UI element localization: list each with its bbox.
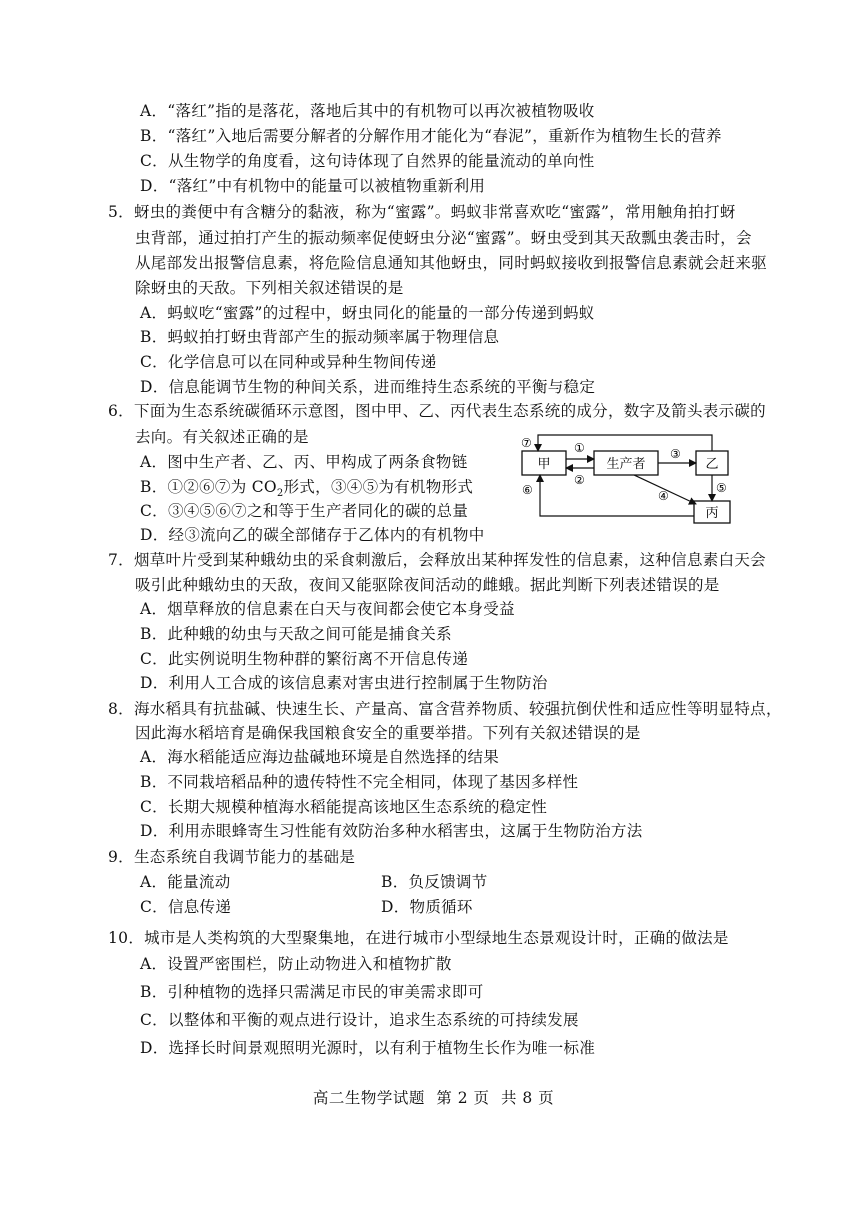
- q9-option-c: C．信息传递: [140, 898, 232, 916]
- q6-option-b-sub: 2: [276, 488, 284, 500]
- footer-total-pages: 共 8 页: [500, 1089, 555, 1107]
- q5-stem-line-1: 5．蚜虫的粪便中有含糖分的黏液，称为“蜜露”。蚂蚁非常喜欢吃“蜜露”，常用触角拍打蚜: [108, 203, 736, 221]
- q8-option-b: B．不同栽培稻品种的遗传特性不完全相同，体现了基因多样性: [140, 773, 579, 791]
- q5-stem-line-2: 虫背部，通过拍打产生的振动频率促使蚜虫分泌“蜜露”。蚜虫受到其天敌瓢虫袭击时，会: [135, 229, 752, 247]
- q6-option-b-post: 形式，③④⑤为有机物形式: [283, 478, 474, 496]
- q7-stem-line-2: 吸引此种蛾幼虫的天敌，夜间又能驱除夜间活动的雌蛾。据此判断下列表述错误的是: [135, 576, 720, 594]
- q6-option-c: C．③④⑤⑥⑦之和等于生产者同化的碳的总量: [140, 502, 469, 520]
- q4-option-b: B．“落红”入地后需要分解者的分解作用才能化为“春泥”，重新作为植物生长的营养: [140, 127, 722, 145]
- q8-option-a: A．海水稻能适应海边盐碱地环境是自然选择的结果: [140, 748, 500, 766]
- label-jia: 甲: [537, 457, 551, 472]
- q7-option-a: A．烟草释放的信息素在白天与夜间都会使它本身受益: [140, 600, 515, 618]
- q9-option-d: D．物质循环: [381, 898, 473, 916]
- footer-page-number: 第 2 页: [436, 1089, 490, 1107]
- num-7: ⑦: [521, 436, 532, 450]
- q10-option-d: D．选择长时间景观照明光源时，以有利于植物生长作为唯一标准: [140, 1039, 596, 1057]
- num-2: ②: [574, 473, 585, 487]
- q8-stem-line-1: 8．海水稻具有抗盐碱、快速生长、产量高、富含营养物质、较强抗倒伏性和适应性等明显特点，: [108, 700, 782, 718]
- num-1: ①: [574, 441, 585, 455]
- q8-stem-line-2: 因此海水稻培育是确保我国粮食安全的重要举措。下列有关叙述错误的是: [135, 724, 641, 742]
- q7-option-d: D．利用人工合成的该信息素对害虫进行控制属于生物防治: [140, 674, 548, 692]
- q4-option-a: A．“落红”指的是落花，落地后其中的有机物可以再次被植物吸收: [140, 102, 595, 120]
- num-3: ③: [670, 447, 681, 461]
- q6-stem-line-1: 6．下面为生态系统碳循环示意图，图中甲、乙、丙代表生态系统的成分，数字及箭头表示碳的: [108, 402, 766, 420]
- q7-option-b: B．此种蛾的幼虫与天敌之间可能是捕食关系: [140, 625, 452, 643]
- q5-stem-line-4: 除蚜虫的天敌。下列相关叙述错误的是: [135, 279, 404, 297]
- q10-option-c: C．以整体和平衡的观点进行设计，追求生态系统的可持续发展: [140, 1011, 579, 1029]
- q9-option-b: B．负反馈调节: [381, 873, 488, 891]
- q4-option-c: C．从生物学的角度看，这句诗体现了自然界的能量流动的单向性: [140, 152, 595, 170]
- q5-option-d: D．信息能调节生物的种间关系，进而维持生态系统的平衡与稳定: [140, 378, 596, 396]
- label-bing: 丙: [705, 506, 719, 521]
- q6-stem-line-2: 去向。有关叙述正确的是: [135, 428, 309, 446]
- q8-option-c: C．长期大规模种植海水稻能提高该地区生态系统的稳定性: [140, 798, 548, 816]
- page-footer: [0, 1087, 867, 1109]
- q7-stem-line-1: 7．烟草叶片受到某种蛾幼虫的采食刺激后，会释放出某种挥发性的信息素，这种信息素白天会: [108, 551, 766, 569]
- q7-option-c: C．此实例说明生物种群的繁衍离不开信息传递: [140, 650, 469, 668]
- label-producer: 生产者: [606, 457, 646, 472]
- num-4: ④: [658, 489, 669, 503]
- q6-option-d: D．经③流向乙的碳全部储存于乙体内的有机物中: [140, 526, 485, 544]
- arrow-7: [538, 435, 712, 451]
- q6-option-b: [140, 476, 473, 498]
- carbon-cycle-diagram: [518, 430, 738, 530]
- q6-option-b-pre: B．①②⑥⑦为 CO: [140, 478, 277, 496]
- q6-option-a: A．图中生产者、乙、丙、甲构成了两条食物链: [140, 453, 468, 471]
- q5-stem-line-3: 从尾部发出报警信息素，将危险信息通知其他蚜虫，同时蚂蚁接收到报警信息素就会赶来驱: [135, 254, 768, 272]
- q10-option-a: A．设置严密围栏，防止动物进入和植物扩散: [140, 955, 452, 973]
- q5-option-b: B．蚂蚁拍打蚜虫背部产生的振动频率属于物理信息: [140, 328, 500, 346]
- q5-option-c: C．化学信息可以在同种或异种生物间传递: [140, 353, 437, 371]
- q9-option-a: A．能量流动: [140, 873, 231, 891]
- q9-stem: 9．生态系统自我调节能力的基础是: [108, 848, 356, 866]
- q10-stem: 10．城市是人类构筑的大型聚集地，在进行城市小型绿地生态景观设计时，正确的做法是: [108, 929, 729, 947]
- footer-subject: 高二生物学试题: [312, 1089, 425, 1107]
- num-6: ⑥: [522, 483, 533, 497]
- q10-option-b: B．引种植物的选择只需满足市民的审美需求即可: [140, 983, 484, 1001]
- q5-option-a: A．蚂蚁吃“蜜露”的过程中，蚜虫同化的能量的一部分传递到蚂蚁: [140, 304, 595, 322]
- num-5: ⑤: [716, 481, 727, 495]
- q4-option-d: D．“落红”中有机物中的能量可以被植物重新利用: [140, 177, 486, 195]
- label-yi: 乙: [705, 457, 719, 472]
- q8-option-d: D．利用赤眼蜂寄生习性能有效防治多种水稻害虫，这属于生物防治方法: [140, 822, 643, 840]
- arrow-6: [540, 475, 694, 516]
